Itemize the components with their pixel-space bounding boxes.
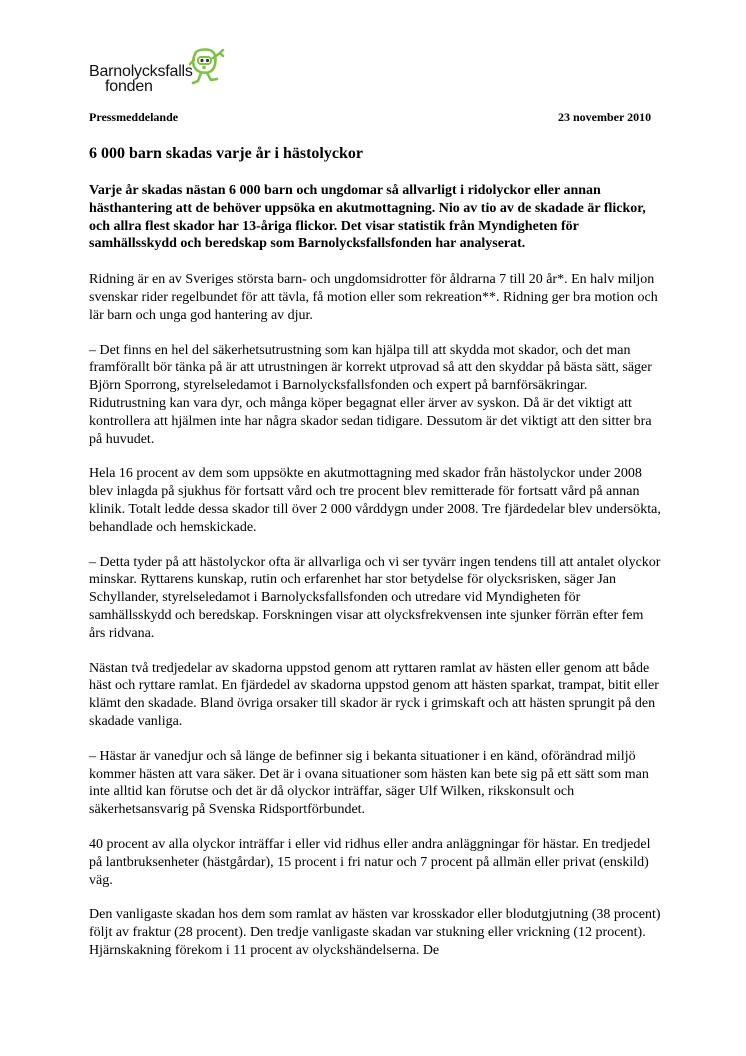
logo-line-1: Barnolycksfalls: [89, 63, 193, 80]
body-paragraph: – Hästar är vanedjur och så länge de befinner sig i bekanta situationer i en känd, oförändrad miljö kommer hästen att vara säker. Det är i ovana situationer som hästen kan bete sig på ett sätt som man inte alltid kan förutse och det är då olyckor inträffar, säger Ulf Wilken, rikskonsult och säkerhetsansvarig på Svenska Ridsportförbundet.: [89, 748, 649, 818]
logo-line-2: fonden: [105, 78, 153, 95]
article-body: [89, 182, 661, 977]
body-paragraph: Den vanligaste skadan hos dem som ramlat av hästen var krosskador eller blodutgjutning (38 procent) följt av fraktur (28 procent). Den tredje vanligaste skadan var stukning eller vrickning (12 procent). Hjärnskakning förekom i 11 procent av olyckshändelserna. De: [89, 907, 661, 958]
press-release-title: 6 000 barn skadas varje år i hästolyckor: [89, 145, 363, 162]
body-paragraph: – Det finns en hel del säkerhetsutrustning som kan hjälpa till att skydda mot skador, och det man framförallt bör tänka på är att utrustningen är korrekt utprovad så att den skyddar på bästa sätt, säger Björn Sporrong, styrelseledamot i Barnolycksfallsfonden och expert på barnförsäkringar. Ridutrustning kan vara dyr, och många köper begagnat eller ärver av syskon. Då är det viktigt att kontrollera att hjälmen inte har några skador sedan tidigare. Dessutom är det viktigt att den sitter bra på huvudet.: [89, 342, 652, 447]
mascot-icon: [189, 46, 225, 86]
lead-paragraph: Varje år skadas nästan 6 000 barn och ungdomar så allvarligt i ridolyckor eller annan hästhantering att de behöver uppsöka en akutmottagning. Nio av tio av de skadade är flickor, och allra flest skador har 13-åriga flickor. Det visar statistik från Myndigheten för samhällsskydd och beredskap som Barnolycksfallsfonden har analyserat.: [89, 183, 646, 252]
barnolycksfallsfonden-logo: [89, 46, 229, 94]
logo-wordmark: [89, 64, 193, 94]
body-paragraph: 40 procent av alla olyckor inträffar i eller vid ridhus eller andra anläggningar för hästar. En tredjedel på lantbruksenheter (hästgårdar), 15 procent i fri natur och 7 procent på allmän eller privat (enskild) väg.: [89, 836, 651, 888]
body-paragraph: Nästan två tredjedelar av skadorna uppstod genom att ryttaren ramlat av hästen eller genom att både häst och ryttare ramlat. En fjärdedel av skadorna uppstod genom att hästen sparkat, trampat, bitit eller klämt den skadade. Bland övriga orsaker till skador är ryck i grimskaft och att hästen sprungit på den skadade vanliga.: [89, 660, 659, 729]
body-paragraph: Ridning är en av Sveriges största barn- och ungdomsidrotter för åldrarna 7 till 20 år*. En halv miljon svenskar rider regelbundet för att tävla, få motion eller som rekreation**. Ridning ger bra motion och lär barn och unga god hantering av djur.: [89, 272, 658, 323]
body-paragraph: Hela 16 procent av dem som uppsökte en akutmottagning med skador från hästolyckor under 2008 blev inlagda på sjukhus för fortsatt vård och tre procent blev remitterade för fortsatt vård på annan klinik. Totalt ledde dessa skador till över 2 000 vårddygn under 2008. Tre fjärdedelar blev undersökta, behandlade och hemskickade.: [89, 466, 661, 535]
body-paragraph: – Detta tyder på att hästolyckor ofta är allvarliga och vi ser tyvärr ingen tendens till att antalet olyckor minskar. Ryttarens kunskap, rutin och erfarenhet har stor betydelse för olycksrisken, säger Jan Schyllander, styrelseledamot i Barnolycksfallsfonden och utredare vid Myndigheten för samhällsskydd och beredskap. Forskningen visar att olycksfrekvensen inte sjunker förrän efter fem års ridvana.: [89, 554, 661, 641]
document-date: 23 november 2010: [558, 110, 652, 124]
document-type: Pressmeddelande: [89, 110, 179, 124]
